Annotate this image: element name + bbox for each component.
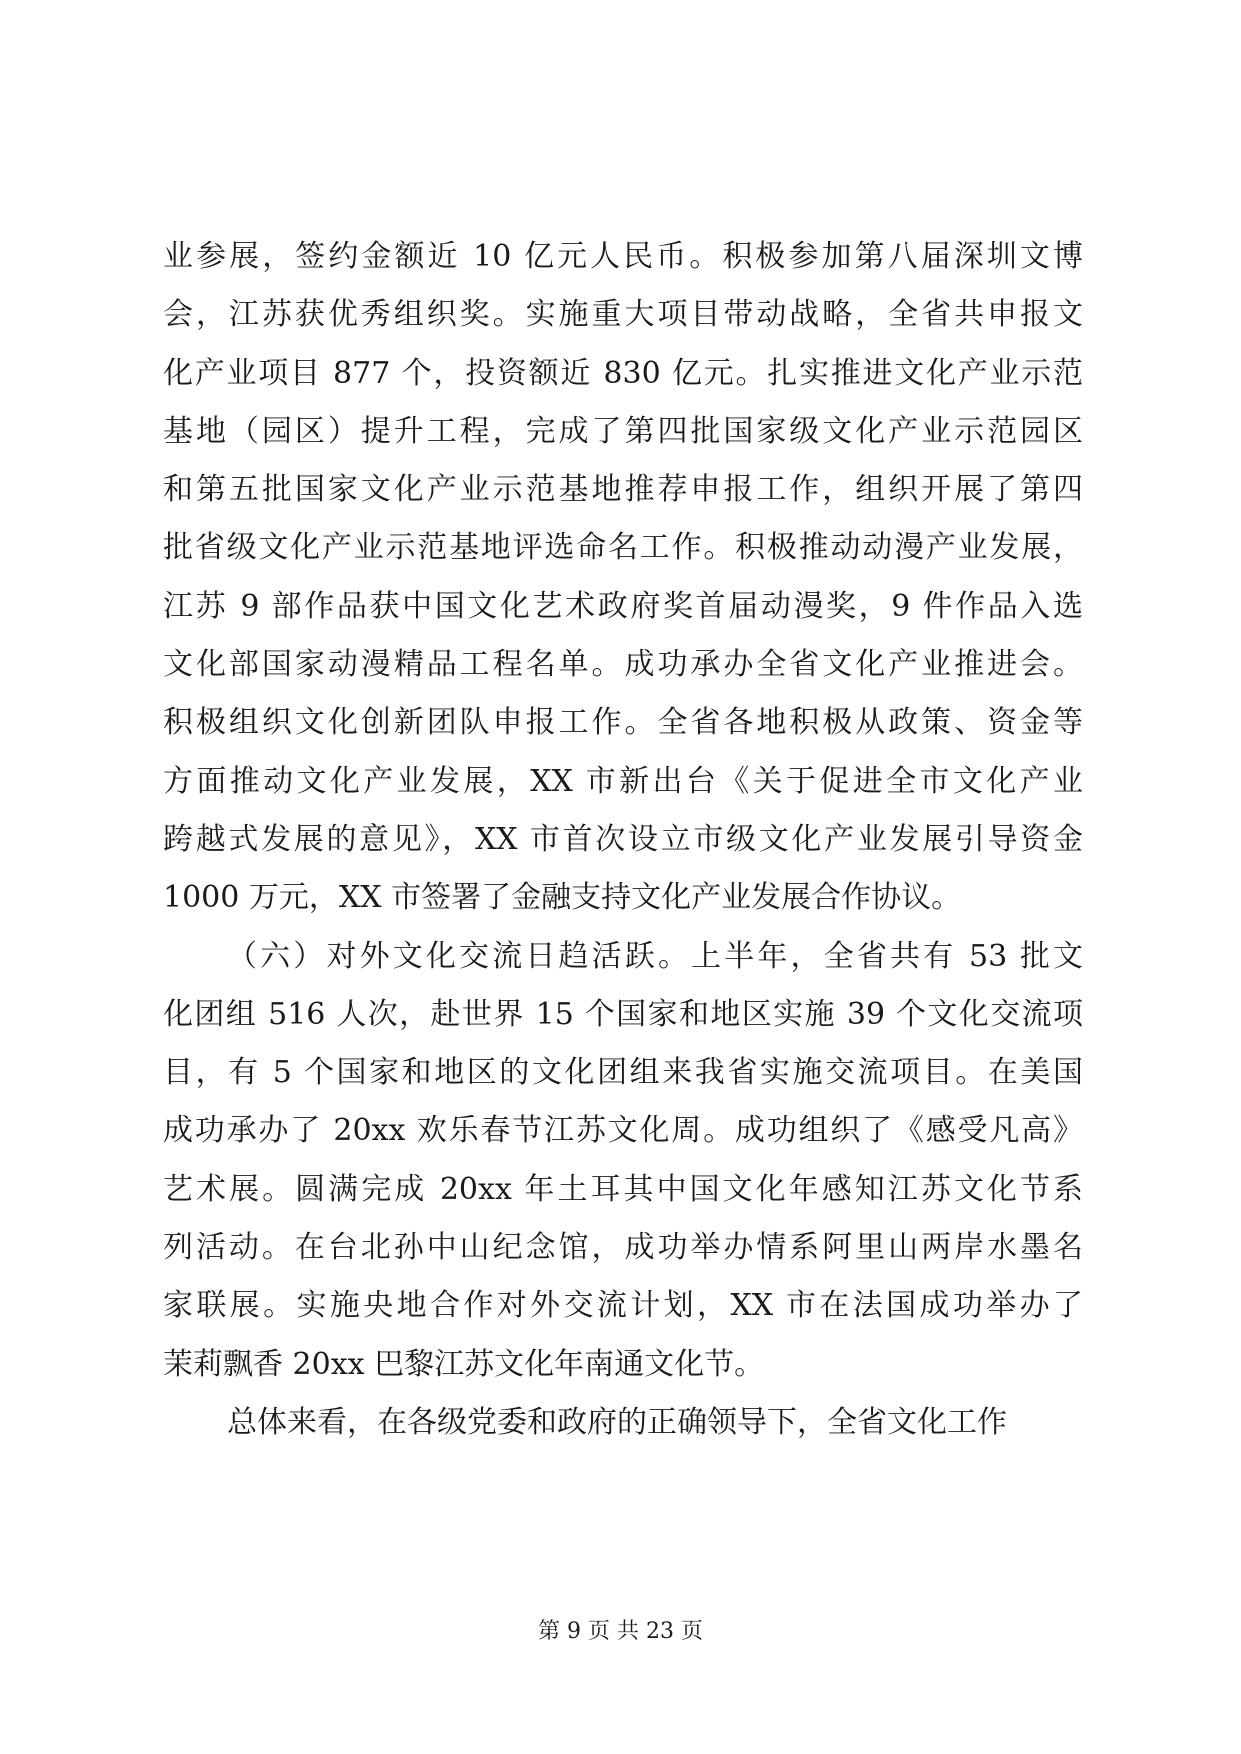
text-line: 积极组织文化创新团队申报工作。全省各地积极从政策、资金等 <box>163 705 1083 741</box>
text-line: 跨越式发展的意见》，XX 市首次设立市级文化产业发展引导资金 <box>163 821 1083 857</box>
text-line: 家联展。实施央地合作对外交流计划，XX 市在法国成功举办了 <box>163 1288 1083 1324</box>
text-line: 化团组 516 人次，赴世界 15 个国家和地区实施 39 个文化交流项 <box>163 996 1083 1032</box>
page-number-footer: 第 9 页 共 23 页 <box>538 1619 703 1644</box>
section-heading-line: （六）对外文化交流日趋活跃。上半年，全省共有 53 批文 <box>227 938 1083 974</box>
text-line: 列活动。在台北孙中山纪念馆，成功举办情系阿里山两岸水墨名 <box>163 1230 1083 1266</box>
text-line: 业参展，签约金额近 10 亿元人民币。积极参加第八届深圳文博 <box>163 239 1083 274</box>
paragraph-start-line: 总体来看，在各级党委和政府的正确领导下，全省文化工作 <box>227 1404 1007 1440</box>
text-line: 1000 万元，XX 市签署了金融支持文化产业发展合作协议。 <box>163 880 962 916</box>
text-line: 成功承办了 20xx 欢乐春节江苏文化周。成功组织了《感受凡高》 <box>163 1113 1083 1149</box>
text-line: 江苏 9 部作品获中国文化艺术政府奖首届动漫奖，9 件作品入选 <box>163 588 1083 624</box>
text-line: 艺术展。圆满完成 20xx 年土耳其中国文化年感知江苏文化节系 <box>163 1171 1083 1207</box>
text-line: 茉莉飘香 20xx 巴黎江苏文化年南通文化节。 <box>163 1346 765 1382</box>
body-text <box>163 228 1083 1452</box>
text-line: 目，有 5 个国家和地区的文化团组来我省实施交流项目。在美国 <box>163 1055 1083 1091</box>
text-line: 方面推动文化产业发展，XX 市新出台《关于促进全市文化产业 <box>163 763 1083 799</box>
text-line: 会，江苏获优秀组织奖。实施重大项目带动战略，全省共申报文 <box>163 297 1083 333</box>
text-line: 批省级文化产业示范基地评选命名工作。积极推动动漫产业发展， <box>163 530 1083 566</box>
text-line: 文化部国家动漫精品工程名单。成功承办全省文化产业推进会。 <box>163 647 1083 683</box>
text-line: 和第五批国家文化产业示范基地推荐申报工作，组织开展了第四 <box>163 472 1083 508</box>
text-line: 基地（园区）提升工程，完成了第四批国家级文化产业示范园区 <box>163 413 1083 449</box>
text-line: 化产业项目 877 个，投资额近 830 亿元。扎实推进文化产业示范 <box>163 355 1083 391</box>
